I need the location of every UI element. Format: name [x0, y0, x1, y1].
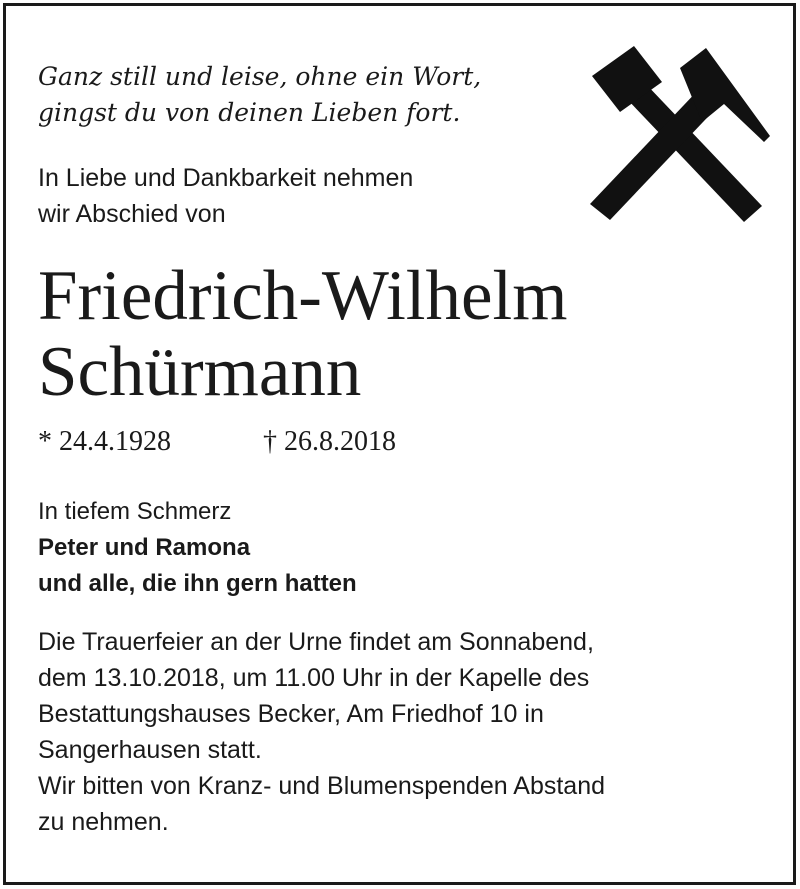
mourners-names: Peter und Ramona — [38, 534, 251, 561]
service-line-6: zu nehmen. — [38, 808, 169, 836]
last-name: Schürmann — [38, 333, 362, 411]
service-line-1: Die Trauerfeier an der Urne findet am Sonnabend, — [38, 628, 594, 656]
intro-line-1: In Liebe und Dankbarkeit nehmen — [38, 164, 414, 192]
birth-date: * 24.4.1928 — [38, 426, 171, 457]
poem — [38, 59, 481, 131]
mourners-others: und alle, die ihn gern hatten — [38, 570, 357, 597]
service-line-3: Bestattungshauses Becker, Am Friedhof 10 in — [38, 700, 544, 728]
intro-text — [38, 160, 413, 232]
hammer-and-pick-icon — [584, 46, 774, 226]
poem-line-1: Ganz still und leise, ohne ein Wort, — [38, 62, 482, 91]
intro-line-2: wir Abschied von — [38, 200, 226, 228]
life-dates — [38, 424, 396, 460]
poem-line-2: gingst du von deinen Lieben fort. — [38, 98, 461, 127]
first-name: Friedrich-Wilhelm — [38, 257, 568, 335]
obituary-notice — [3, 3, 796, 885]
death-date: † 26.8.2018 — [263, 426, 396, 457]
deceased-name — [38, 258, 567, 410]
service-line-2: dem 13.10.2018, um 11.00 Uhr in der Kapelle des — [38, 664, 590, 692]
mourners-heading: In tiefem Schmerz — [38, 498, 232, 525]
service-line-4: Sangerhausen statt. — [38, 736, 262, 764]
service-info — [38, 624, 605, 840]
service-line-5: Wir bitten von Kranz- und Blumenspenden Abstand — [38, 772, 606, 800]
mourners — [38, 494, 357, 602]
